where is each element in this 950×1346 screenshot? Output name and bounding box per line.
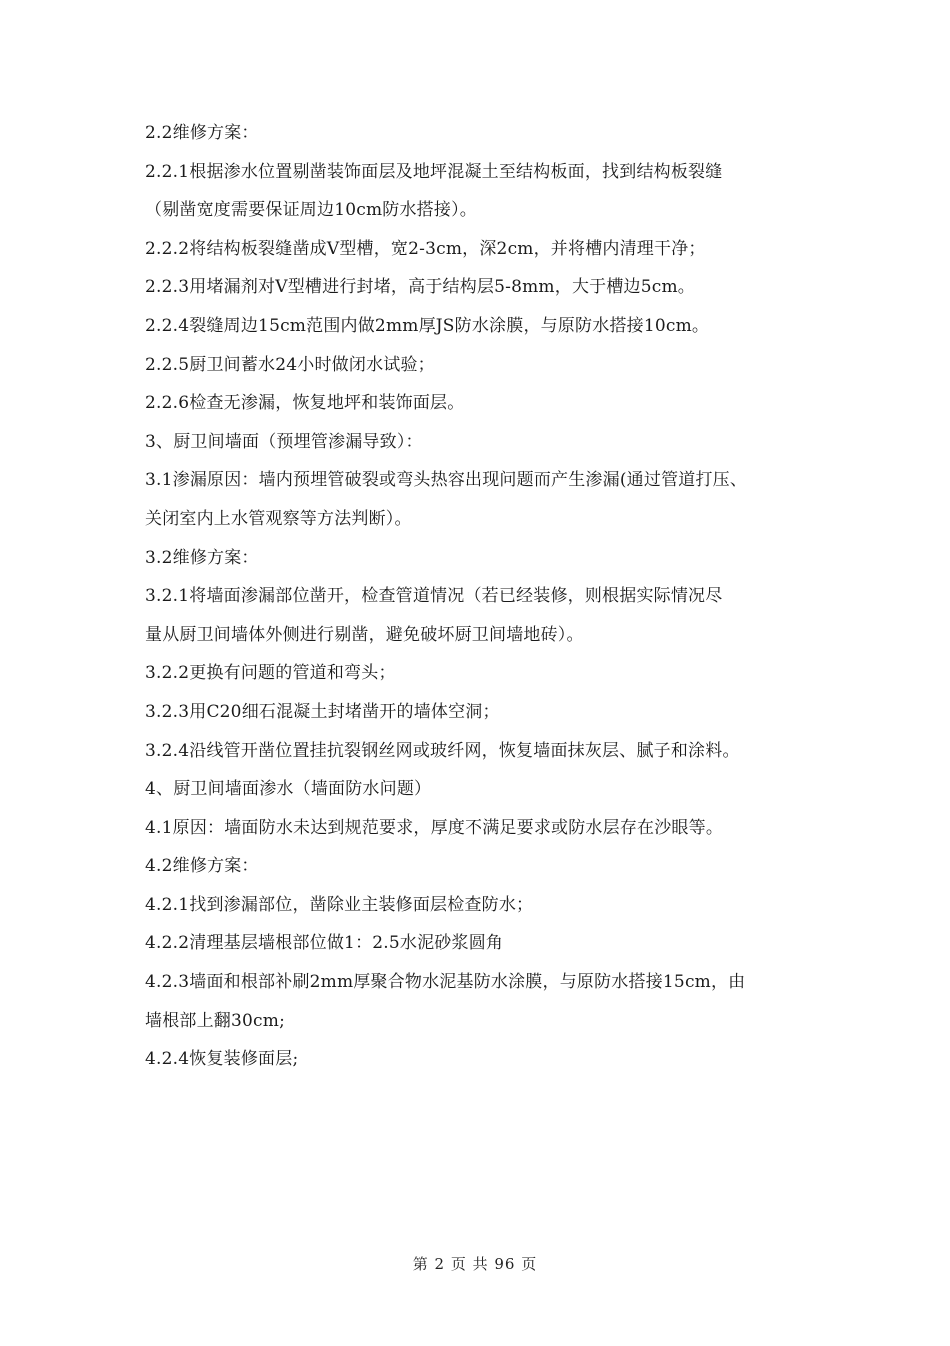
- document-body: [145, 114, 825, 1079]
- paragraph-line: 4.2.4恢复装修面层;: [145, 1049, 299, 1070]
- heading-4-2: 4.2维修方案：: [145, 856, 259, 877]
- paragraph-line: 4.2.2清理基层墙根部位做1：2.5水泥砂浆圆角: [145, 933, 504, 954]
- paragraph-line: 墙根部上翻30cm;: [145, 1010, 286, 1031]
- heading-3-2: 3.2维修方案：: [145, 547, 259, 568]
- paragraph-line: 2.2.2将结构板裂缝凿成V型槽，宽2-3cm，深2cm，并将槽内清理干净；: [145, 238, 706, 259]
- paragraph-line: 3.2.3用C20细石混凝土封堵凿开的墙体空洞；: [145, 701, 500, 722]
- paragraph-line: 4.2.3墙面和根部补刷2mm厚聚合物水泥基防水涂膜，与原防水搭接15cm，由: [145, 972, 746, 993]
- section-heading-4: 4、厨卫间墙面渗水（墙面防水问题）: [145, 779, 432, 800]
- paragraph-line: 4.1原因：墙面防水未达到规范要求，厚度不满足要求或防水层存在沙眼等。: [145, 817, 724, 838]
- paragraph-line: 2.2.4裂缝周边15cm范围内做2mm厚JS防水涂膜，与原防水搭接10cm。: [145, 315, 710, 336]
- paragraph-line: （剔凿宽度需要保证周边10cm防水搭接）。: [145, 200, 477, 221]
- paragraph-line: 量从厨卫间墙体外侧进行剔凿，避免破坏厨卫间墙地砖）。: [145, 624, 584, 645]
- paragraph-line: 2.2.1根据渗水位置剔凿装饰面层及地坪混凝土至结构板面，找到结构板裂缝: [145, 161, 723, 182]
- paragraph-line: 3.2.4沿线管开凿位置挂抗裂钢丝网或玻纤网，恢复墙面抹灰层、腻子和涂料。: [145, 740, 740, 761]
- paragraph-line: 3.2.1将墙面渗漏部位凿开，检查管道情况（若已经装修，则根据实际情况尽: [145, 586, 723, 607]
- section-heading-3: 3、厨卫间墙面（预埋管渗漏导致）：: [145, 431, 423, 452]
- paragraph-line: 2.2.6检查无渗漏，恢复地坪和装饰面层。: [145, 393, 465, 414]
- paragraph-line: 3.2.2更换有问题的管道和弯头；: [145, 663, 396, 684]
- paragraph-line: 关闭室内上水管观察等方法判断）。: [145, 508, 412, 529]
- paragraph-line: 2.2.3用堵漏剂对V型槽进行封堵，高于结构层5-8mm，大于槽边5cm。: [145, 277, 696, 298]
- page-number-footer: 第 2 页 共 96 页: [412, 1255, 538, 1273]
- paragraph-line: 2.2.5厨卫间蓄水24小时做闭水试验；: [145, 354, 435, 375]
- paragraph-line: 4.2.1找到渗漏部位，凿除业主装修面层检查防水；: [145, 894, 534, 915]
- paragraph-line: 3.1渗漏原因：墙内预埋管破裂或弯头热容出现问题而产生渗漏(通过管道打压、: [145, 470, 748, 491]
- heading-2-2: 2.2维修方案：: [145, 123, 259, 143]
